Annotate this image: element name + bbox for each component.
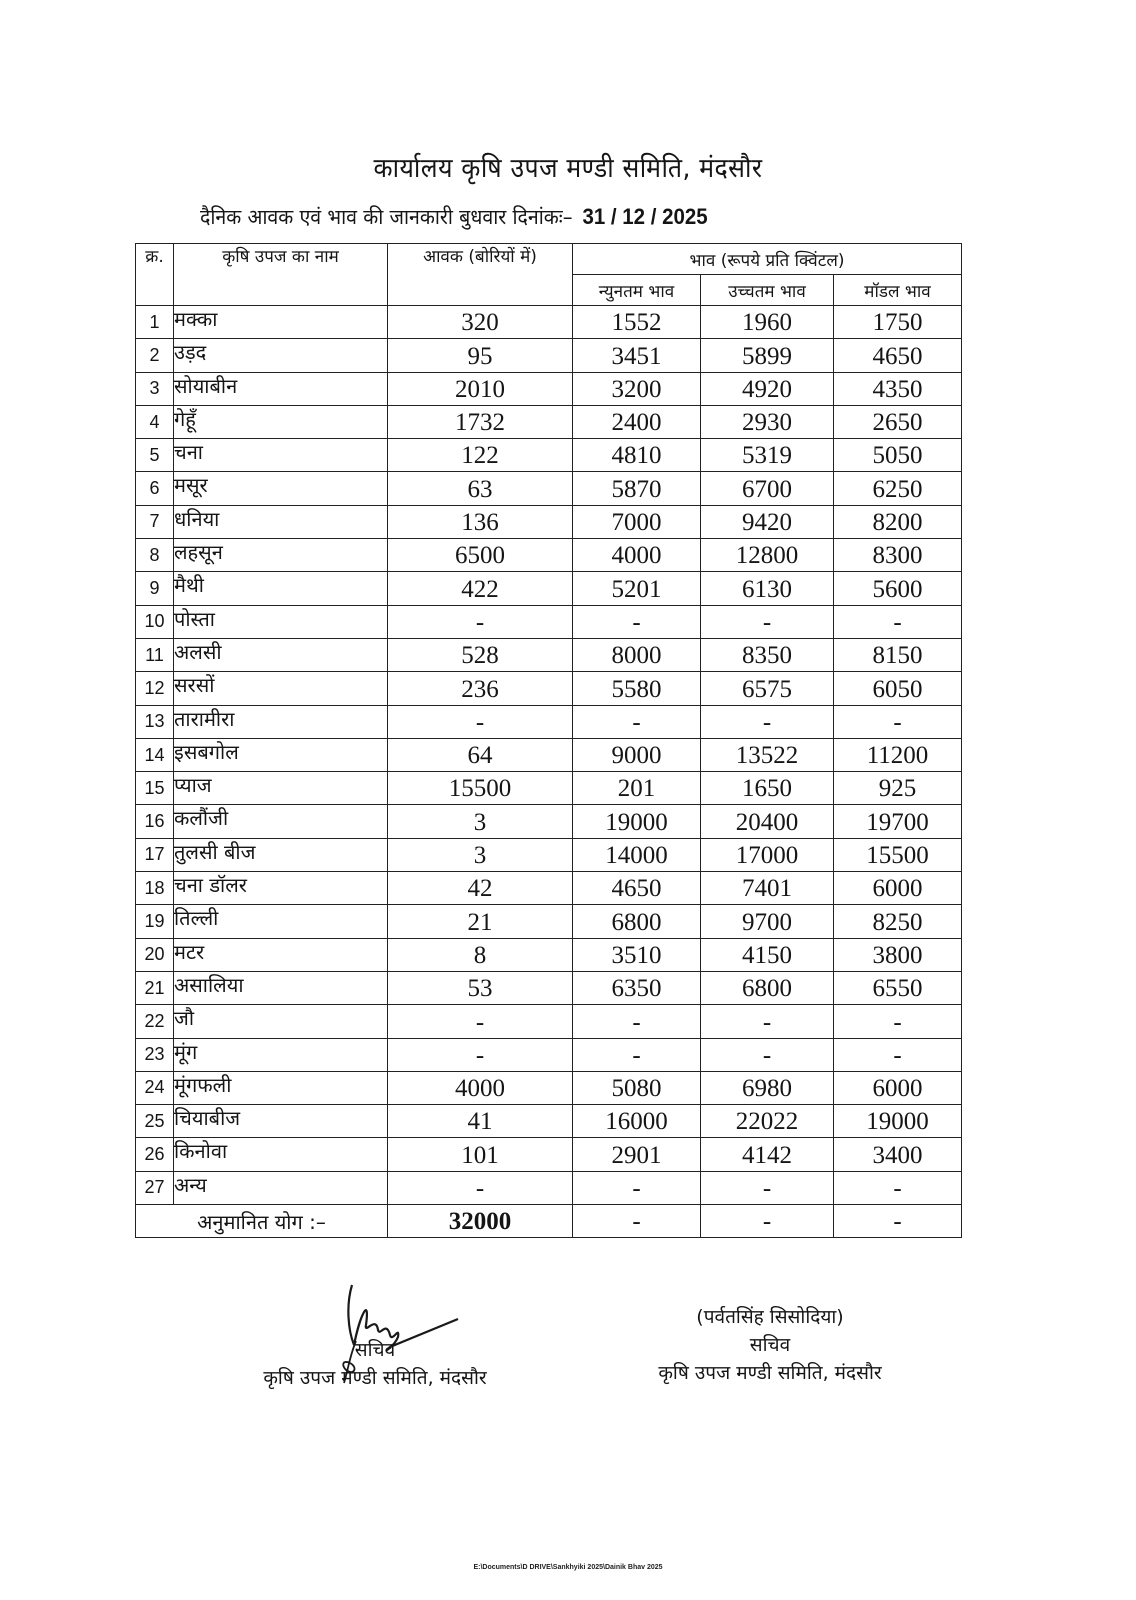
cell-modal: 6250 xyxy=(834,472,962,505)
header-min: न्युनतम भाव xyxy=(573,275,701,306)
table-row xyxy=(136,1038,962,1071)
table-row xyxy=(136,838,962,871)
cell-min: 4810 xyxy=(573,439,701,472)
cell-name: तारामीरा xyxy=(174,705,388,738)
cell-name: चना डॉलर xyxy=(174,872,388,905)
cell-modal: 19700 xyxy=(834,805,962,838)
cell-arrival: 42 xyxy=(388,872,573,905)
cell-sno: 8 xyxy=(136,539,174,572)
cell-sno: 26 xyxy=(136,1138,174,1171)
cell-max: 9700 xyxy=(701,905,834,938)
cell-arrival: 136 xyxy=(388,505,573,538)
cell-sno: 23 xyxy=(136,1038,174,1071)
cell-modal: 925 xyxy=(834,772,962,805)
cell-max: - xyxy=(701,1171,834,1204)
cell-modal: 8200 xyxy=(834,505,962,538)
cell-min: 5870 xyxy=(573,472,701,505)
cell-max: 5319 xyxy=(701,439,834,472)
cell-modal: - xyxy=(834,605,962,638)
header-modal: मॉडल भाव xyxy=(834,275,962,306)
cell-name: सोयाबीन xyxy=(174,372,388,405)
cell-modal: 5050 xyxy=(834,439,962,472)
cell-min: 2400 xyxy=(573,405,701,438)
cell-name: किनोवा xyxy=(174,1138,388,1171)
cell-max: 4142 xyxy=(701,1138,834,1171)
cell-sno: 4 xyxy=(136,405,174,438)
cell-sno: 17 xyxy=(136,838,174,871)
table-row xyxy=(136,572,962,605)
cell-sno: 11 xyxy=(136,638,174,671)
cell-modal: 3400 xyxy=(834,1138,962,1171)
header-sno: क्र. xyxy=(136,244,174,306)
cell-arrival: 1732 xyxy=(388,405,573,438)
table-row xyxy=(136,1138,962,1171)
right-designation: सचिव xyxy=(749,1334,791,1356)
cell-modal: 11200 xyxy=(834,738,962,771)
cell-max: - xyxy=(701,1005,834,1038)
cell-modal: 4650 xyxy=(834,339,962,372)
cell-modal: 6050 xyxy=(834,672,962,705)
table-row xyxy=(136,1005,962,1038)
cell-max: 6980 xyxy=(701,1071,834,1104)
cell-min: 19000 xyxy=(573,805,701,838)
cell-min: - xyxy=(573,605,701,638)
cell-modal: 3800 xyxy=(834,938,962,971)
cell-min: 3451 xyxy=(573,339,701,372)
cell-max: 4150 xyxy=(701,938,834,971)
cell-name: इसबगोल xyxy=(174,738,388,771)
table-row xyxy=(136,405,962,438)
cell-sno: 12 xyxy=(136,672,174,705)
cell-min: 16000 xyxy=(573,1105,701,1138)
cell-modal: 19000 xyxy=(834,1105,962,1138)
cell-sno: 10 xyxy=(136,605,174,638)
cell-name: जौ xyxy=(174,1005,388,1038)
cell-min: 201 xyxy=(573,772,701,805)
cell-arrival: 95 xyxy=(388,339,573,372)
cell-name: चना xyxy=(174,439,388,472)
header-arrival: आवक (बोरियों में) xyxy=(388,244,573,306)
table-row xyxy=(136,605,962,638)
report-date: 31 / 12 / 2025 xyxy=(582,204,708,229)
table-row xyxy=(136,1105,962,1138)
cell-name: मूंगफली xyxy=(174,1071,388,1104)
right-office: कृषि उपज मण्डी समिति, मंदसौर xyxy=(658,1362,882,1384)
cell-arrival: 64 xyxy=(388,738,573,771)
cell-min: 9000 xyxy=(573,738,701,771)
cell-modal: - xyxy=(834,1171,962,1204)
cell-sno: 20 xyxy=(136,938,174,971)
cell-min: 5080 xyxy=(573,1071,701,1104)
cell-arrival: 15500 xyxy=(388,772,573,805)
cell-arrival: 8 xyxy=(388,938,573,971)
cell-modal: 1750 xyxy=(834,306,962,339)
total-arrival: 32000 xyxy=(388,1205,573,1238)
cell-sno: 21 xyxy=(136,971,174,1004)
cell-sno: 18 xyxy=(136,872,174,905)
cell-min: 3200 xyxy=(573,372,701,405)
cell-min: - xyxy=(573,705,701,738)
cell-sno: 24 xyxy=(136,1071,174,1104)
cell-min: 1552 xyxy=(573,306,701,339)
table-row xyxy=(136,439,962,472)
cell-name: धनिया xyxy=(174,505,388,538)
cell-name: अन्य xyxy=(174,1171,388,1204)
cell-min: 5580 xyxy=(573,672,701,705)
cell-arrival: 21 xyxy=(388,905,573,938)
cell-sno: 25 xyxy=(136,1105,174,1138)
cell-sno: 2 xyxy=(136,339,174,372)
cell-arrival: - xyxy=(388,705,573,738)
cell-sno: 22 xyxy=(136,1005,174,1038)
total-label: अनुमानित योग :– xyxy=(136,1205,388,1238)
rates-table xyxy=(135,243,962,1238)
cell-max: 22022 xyxy=(701,1105,834,1138)
office-title: कार्यालय कृषि उपज मण्डी समिति, मंदसौर xyxy=(373,153,763,184)
cell-sno: 9 xyxy=(136,572,174,605)
cell-max: 1650 xyxy=(701,772,834,805)
cell-arrival: 236 xyxy=(388,672,573,705)
cell-sno: 6 xyxy=(136,472,174,505)
total-modal: - xyxy=(834,1205,962,1238)
cell-modal: 6550 xyxy=(834,971,962,1004)
cell-name: तुलसी बीज xyxy=(174,838,388,871)
cell-sno: 14 xyxy=(136,738,174,771)
cell-modal: 8300 xyxy=(834,539,962,572)
cell-min: - xyxy=(573,1171,701,1204)
table-row xyxy=(136,339,962,372)
cell-arrival: 41 xyxy=(388,1105,573,1138)
table-row xyxy=(136,738,962,771)
cell-min: 14000 xyxy=(573,838,701,871)
cell-modal: - xyxy=(834,705,962,738)
cell-max: 8350 xyxy=(701,638,834,671)
cell-arrival: 320 xyxy=(388,306,573,339)
cell-modal: 8250 xyxy=(834,905,962,938)
cell-min: 3510 xyxy=(573,938,701,971)
cell-max: 1960 xyxy=(701,306,834,339)
cell-modal: 5600 xyxy=(834,572,962,605)
cell-min: 4000 xyxy=(573,539,701,572)
total-row xyxy=(136,1205,962,1238)
cell-arrival: 101 xyxy=(388,1138,573,1171)
cell-name: अलसी xyxy=(174,638,388,671)
cell-min: 8000 xyxy=(573,638,701,671)
cell-name: कलौंजी xyxy=(174,805,388,838)
table-row xyxy=(136,971,962,1004)
cell-name: मक्का xyxy=(174,306,388,339)
cell-max: 6800 xyxy=(701,971,834,1004)
header-price-group: भाव (रूपये प्रति क्विंटल) xyxy=(573,244,962,275)
table-row xyxy=(136,938,962,971)
left-office: कृषि उपज मण्डी समिति, मंदसौर xyxy=(263,1367,487,1389)
right-name: (पर्वतसिंह सिसोदिया) xyxy=(696,1306,844,1328)
cell-arrival: 2010 xyxy=(388,372,573,405)
cell-min: 7000 xyxy=(573,505,701,538)
file-path-footer: E:\Documents\D DRIVE\Sankhyiki 2025\Dainik Bhav 2025 xyxy=(473,1564,663,1571)
cell-arrival: 122 xyxy=(388,439,573,472)
cell-min: - xyxy=(573,1038,701,1071)
table-row xyxy=(136,306,962,339)
table-row xyxy=(136,905,962,938)
table-row xyxy=(136,505,962,538)
total-min: - xyxy=(573,1205,701,1238)
signature-left xyxy=(215,1336,535,1392)
cell-max: 20400 xyxy=(701,805,834,838)
cell-min: 5201 xyxy=(573,572,701,605)
cell-arrival: - xyxy=(388,605,573,638)
report-subtitle xyxy=(200,203,708,231)
table-row xyxy=(136,472,962,505)
cell-name: मैथी xyxy=(174,572,388,605)
table-row xyxy=(136,539,962,572)
total-max: - xyxy=(701,1205,834,1238)
cell-name: मूंग xyxy=(174,1038,388,1071)
cell-max: - xyxy=(701,1038,834,1071)
cell-max: 5899 xyxy=(701,339,834,372)
table-row xyxy=(136,772,962,805)
cell-sno: 1 xyxy=(136,306,174,339)
header-max: उच्चतम भाव xyxy=(701,275,834,306)
signature-right xyxy=(620,1303,920,1387)
cell-max: 9420 xyxy=(701,505,834,538)
table-row xyxy=(136,672,962,705)
cell-max: - xyxy=(701,605,834,638)
cell-arrival: 53 xyxy=(388,971,573,1004)
cell-max: 17000 xyxy=(701,838,834,871)
cell-arrival: 4000 xyxy=(388,1071,573,1104)
cell-sno: 15 xyxy=(136,772,174,805)
cell-sno: 7 xyxy=(136,505,174,538)
cell-modal: 2650 xyxy=(834,405,962,438)
cell-name: चियाबीज xyxy=(174,1105,388,1138)
cell-sno: 5 xyxy=(136,439,174,472)
cell-name: मटर xyxy=(174,938,388,971)
cell-min: 6800 xyxy=(573,905,701,938)
cell-arrival: 3 xyxy=(388,838,573,871)
table-row xyxy=(136,372,962,405)
cell-name: पोस्ता xyxy=(174,605,388,638)
table-row xyxy=(136,872,962,905)
cell-max: 4920 xyxy=(701,372,834,405)
cell-min: - xyxy=(573,1005,701,1038)
cell-name: उड़द xyxy=(174,339,388,372)
cell-min: 4650 xyxy=(573,872,701,905)
cell-name: गेहूँ xyxy=(174,405,388,438)
cell-sno: 27 xyxy=(136,1171,174,1204)
table-row xyxy=(136,638,962,671)
header-name: कृषि उपज का नाम xyxy=(174,244,388,306)
cell-arrival: 422 xyxy=(388,572,573,605)
cell-modal: - xyxy=(834,1005,962,1038)
table-row xyxy=(136,1171,962,1204)
cell-max: 12800 xyxy=(701,539,834,572)
cell-modal: - xyxy=(834,1038,962,1071)
cell-max: - xyxy=(701,705,834,738)
cell-max: 6575 xyxy=(701,672,834,705)
subtitle-text: दैनिक आवक एवं भाव की जानकारी बुधवार दिनांकः– xyxy=(200,205,573,229)
cell-modal: 4350 xyxy=(834,372,962,405)
table-row xyxy=(136,705,962,738)
cell-sno: 19 xyxy=(136,905,174,938)
cell-arrival: 528 xyxy=(388,638,573,671)
cell-arrival: 3 xyxy=(388,805,573,838)
cell-arrival: - xyxy=(388,1038,573,1071)
cell-max: 7401 xyxy=(701,872,834,905)
cell-name: मसूर xyxy=(174,472,388,505)
cell-arrival: 6500 xyxy=(388,539,573,572)
cell-name: लहसून xyxy=(174,539,388,572)
cell-sno: 16 xyxy=(136,805,174,838)
cell-modal: 6000 xyxy=(834,872,962,905)
cell-max: 2930 xyxy=(701,405,834,438)
table-row xyxy=(136,805,962,838)
cell-name: असालिया xyxy=(174,971,388,1004)
cell-modal: 8150 xyxy=(834,638,962,671)
cell-name: प्याज xyxy=(174,772,388,805)
cell-name: सरसों xyxy=(174,672,388,705)
cell-min: 6350 xyxy=(573,971,701,1004)
cell-max: 6700 xyxy=(701,472,834,505)
cell-max: 13522 xyxy=(701,738,834,771)
cell-arrival: - xyxy=(388,1171,573,1204)
cell-min: 2901 xyxy=(573,1138,701,1171)
cell-arrival: 63 xyxy=(388,472,573,505)
cell-max: 6130 xyxy=(701,572,834,605)
cell-modal: 15500 xyxy=(834,838,962,871)
table-row xyxy=(136,1071,962,1104)
cell-arrival: - xyxy=(388,1005,573,1038)
cell-name: तिल्ली xyxy=(174,905,388,938)
left-designation: सचिव xyxy=(354,1339,396,1361)
cell-modal: 6000 xyxy=(834,1071,962,1104)
cell-sno: 13 xyxy=(136,705,174,738)
cell-sno: 3 xyxy=(136,372,174,405)
